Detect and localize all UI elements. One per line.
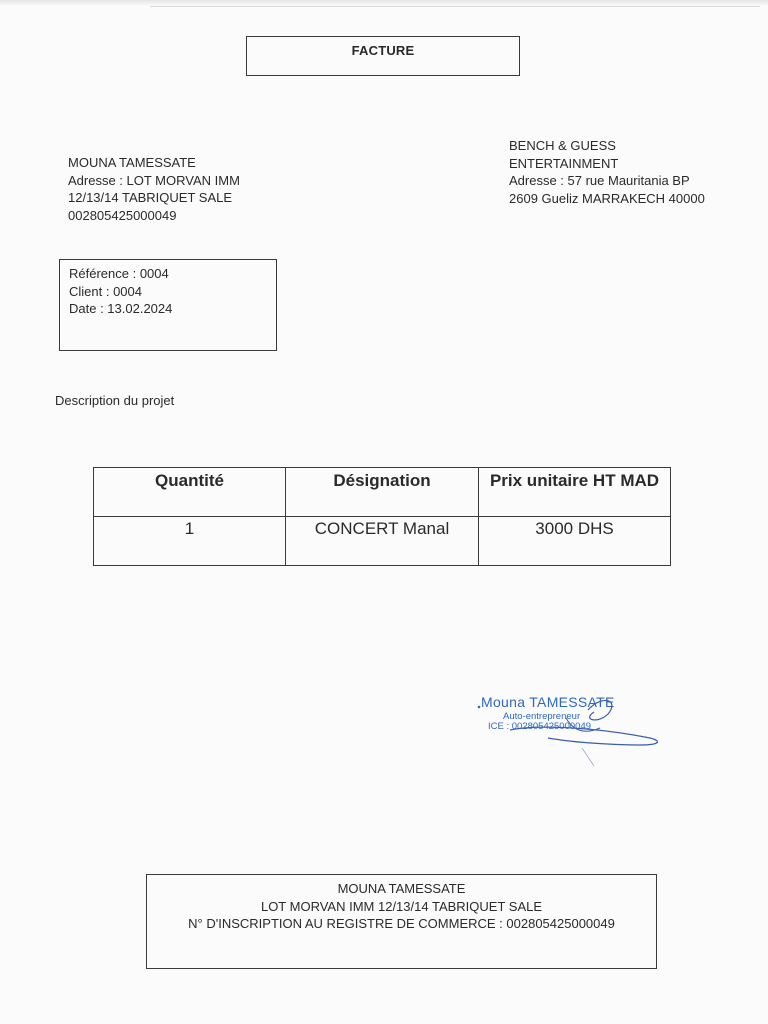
recipient-address-line-2: 2609 Gueliz MARRAKECH 40000 [509, 190, 705, 206]
reference-number: Référence : 0004 [69, 266, 169, 281]
sender-ice-number: 002805425000049 [68, 207, 177, 223]
sender-name: MOUNA TAMESSATE [68, 155, 196, 170]
table-header-row [94, 468, 671, 517]
footer-registration: N° D'INSCRIPTION AU REGISTRE DE COMMERCE : 002805425000049 [188, 916, 615, 931]
sender-address-block [68, 154, 240, 224]
business-stamp [470, 688, 670, 768]
invoice-title-box [246, 36, 520, 76]
invoice-date: Date : 13.02.2024 [69, 301, 173, 316]
column-header-quantity: Quantité [94, 468, 286, 517]
stamp-role: Auto-entrepreneur [503, 711, 581, 722]
footer-company-name: MOUNA TAMESSATE [337, 881, 466, 896]
cell-quantity: 1 [94, 517, 286, 566]
stamp-ice: ICE : 002805425000049 [488, 721, 592, 732]
footer-box [146, 874, 657, 969]
sender-address-line-2: 12/13/14 TABRIQUET SALE [68, 190, 233, 205]
column-header-unit-price: Prix unitaire HT MAD [479, 468, 671, 517]
column-header-designation: Désignation [286, 468, 479, 517]
recipient-address-block [509, 137, 705, 207]
recipient-name-line-1: BENCH & GUESS [509, 138, 616, 153]
table-row [94, 517, 671, 566]
scan-edge-line [150, 6, 760, 7]
client-number: Client : 0004 [69, 283, 142, 299]
sender-address-line-1: Adresse : LOT MORVAN IMM [68, 172, 240, 188]
recipient-address-line-1: Adresse : 57 rue Mauritania BP [509, 173, 690, 188]
footer-address: LOT MORVAN IMM 12/13/14 TABRIQUET SALE [260, 898, 543, 914]
invoice-title: FACTURE [351, 43, 415, 58]
cell-designation: CONCERT Manal [286, 517, 479, 566]
project-description-label: Description du projet [55, 393, 175, 408]
items-table [93, 467, 671, 566]
cell-unit-price: 3000 DHS [479, 517, 671, 566]
signature-mark [470, 688, 670, 768]
reference-box [59, 259, 277, 351]
recipient-name-line-2: ENTERTAINMENT [509, 155, 619, 171]
stamp-name: Mouna TAMESSATE [481, 694, 615, 710]
